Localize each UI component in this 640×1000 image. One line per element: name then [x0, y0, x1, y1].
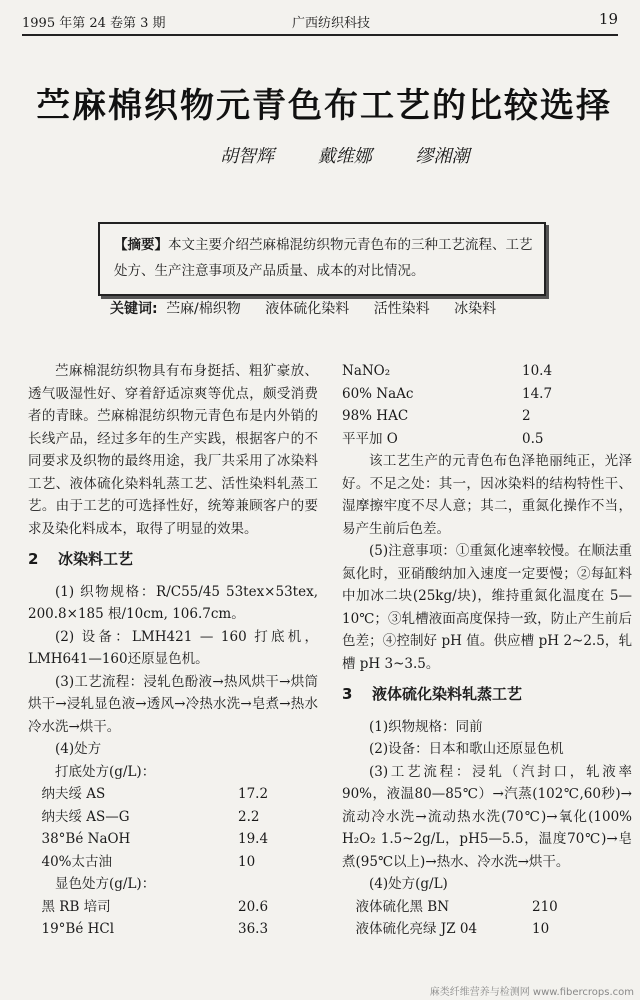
- ingredient-amount: 0.5: [522, 430, 544, 447]
- section-title: 液体硫化染料轧蒸工艺: [372, 685, 523, 703]
- ingredient-amount: 19.4: [238, 831, 269, 847]
- ingredient-amount: 210: [532, 898, 558, 915]
- section-number: 2: [28, 550, 39, 568]
- recipe-row: [28, 851, 318, 874]
- ingredient-amount: 2: [522, 408, 531, 424]
- recipe-row: [342, 918, 632, 941]
- abstract-label: 【摘要】: [114, 237, 168, 253]
- process-paragraph: (3)工艺流程：浸轧（汽封口，轧液率90%，液温80—85℃）→汽蒸(102℃,60秒)→流动冷水洗→流动热水洗(70℃)→氧化(100% H₂O₂ 1.5~2g/L，pH5—5.5，温度70℃)→皂煮(95℃以上)→热水、冷水洗→烘干。: [342, 763, 632, 870]
- equipment-paragraph: (2) 设备：LMH421 — 160 打底机，LMH641—160还原显色机。: [28, 628, 318, 667]
- recipe-row: [342, 360, 632, 383]
- equipment-paragraph: (2)设备：日本和歌山还原显色机: [369, 741, 564, 757]
- keyword: 冰染料: [454, 301, 497, 317]
- left-column: [28, 360, 318, 941]
- recipe-row: [342, 428, 632, 451]
- ingredient-amount: 10: [532, 921, 550, 937]
- recipe-row: [28, 828, 318, 851]
- ingredient-name: 19°Bé HCl: [41, 921, 115, 937]
- ingredient-name: 液体硫化亮绿 JZ 04: [355, 921, 478, 937]
- base-recipe-table: [28, 783, 318, 873]
- recipe-row: [342, 896, 632, 919]
- ingredient-amount: 10: [238, 853, 256, 870]
- intro-paragraph: 苎麻棉混纺织物具有布身挺括、粗犷豪放、透气吸湿性好、穿着舒适凉爽等优点，颇受消费者的青睐。苎麻棉混纺织物元青色布是内外销的长线产品，经过多年的生产实践，根据客户的不同要求及织物的最终用途，我厂共采用了冰染料工艺、液体硫化染料轧蒸工艺、活性染料轧蒸工艺。由于工艺的可选择性好，统筹兼顾客户的要求及染化料成本，取得了明显的效果。: [28, 363, 318, 537]
- recipe-heading: (4)处方: [55, 741, 102, 757]
- recipe-row: [28, 896, 318, 919]
- recipe-row: [342, 405, 632, 428]
- journal-name: 广西纺织科技: [292, 16, 371, 31]
- developing-recipe-label: 显色处方(g/L)：: [55, 876, 156, 892]
- ingredient-amount: 20.6: [238, 898, 269, 915]
- keywords-label: 关键词:: [110, 301, 158, 317]
- developing-recipe-table: [28, 896, 318, 941]
- abstract-text: 本文主要介绍苎麻棉混纺织物元青色布的三种工艺流程、工艺处方、生产注意事项及产品质量、成本的对比情况。: [114, 237, 533, 279]
- author-list: [220, 142, 507, 168]
- ingredient-name: 纳夫绥 AS: [41, 786, 106, 802]
- right-column: [342, 360, 632, 941]
- recipe-row: [28, 783, 318, 806]
- page-number: 19: [598, 10, 618, 28]
- recipe-row: [28, 806, 318, 829]
- evaluation-paragraph: 该工艺生产的元青色布色泽艳丽纯正，光泽好。不足之处：其一，因冰染料的结构特性干、湿摩擦牢度不尽人意；其二，重氮化操作不当，易产生前后色差。: [342, 453, 632, 537]
- notes-paragraph: (5)注意事项：①重氮化速率较慢。在顺法重氮化时，亚硝酸纳加入速度一定要慢；②每缸料中加冰二块(25kg/块)，维持重氮化温度在 5—10℃；③轧槽液面高度保持一致，防止产生前后色差；④控制好 pH 值。供应槽 pH 2~2.5，轧槽 pH 3~3.5。: [342, 543, 632, 672]
- section-number: 3: [342, 685, 353, 703]
- section-title: 冰染料工艺: [58, 550, 134, 568]
- author-name: 胡智辉: [220, 146, 274, 167]
- keyword: 苎麻/棉织物: [166, 301, 241, 317]
- article-title: 苎麻棉织物元青色布工艺的比较选择: [36, 86, 612, 126]
- ingredient-name: 60% NaAc: [342, 385, 414, 402]
- spec-paragraph: (1)织物规格：同前: [369, 718, 483, 735]
- ingredient-name: 40%太古油: [41, 853, 113, 870]
- keywords-line: [110, 298, 516, 318]
- site-watermark: 麻类纤维营养与检测网 www.fibercrops.com: [429, 987, 634, 998]
- ingredient-name: NaNO₂: [342, 363, 391, 379]
- author-name: 戴维娜: [317, 146, 372, 167]
- spec-paragraph: (1) 织物规格：R/C55/45 53tex×53tex, 200.8×185 根/10cm, 106.7cm。: [28, 583, 318, 622]
- recipe-row: [28, 918, 318, 941]
- keyword: 液体硫化染料: [265, 301, 350, 317]
- abstract-box: [98, 222, 546, 296]
- issue-info: 1995 年第 24 卷第 3 期: [22, 16, 166, 31]
- author-name: 缪湘潮: [415, 146, 470, 167]
- sulphur-recipe-table: [342, 896, 632, 941]
- diazo-recipe-table: [342, 360, 632, 450]
- ingredient-amount: 14.7: [522, 385, 553, 402]
- section-heading: [28, 548, 318, 571]
- recipe-row: [342, 383, 632, 406]
- ingredient-amount: 17.2: [238, 786, 269, 802]
- recipe-heading: (4)处方(g/L): [369, 876, 448, 892]
- running-header: [22, 8, 618, 36]
- process-paragraph: (3)工艺流程：浸轧色酚液→热风烘干→烘筒烘干→浸轧显色液→透风→冷热水洗→皂煮→热水冷水洗→烘干。: [28, 673, 318, 735]
- ingredient-amount: 36.3: [238, 921, 269, 937]
- section-heading: [342, 683, 632, 706]
- ingredient-name: 液体硫化黑 BN: [355, 898, 450, 915]
- ingredient-name: 黑 RB 培司: [41, 898, 111, 915]
- ingredient-name: 38°Bé NaOH: [41, 831, 131, 847]
- ingredient-amount: 10.4: [522, 363, 553, 379]
- ingredient-name: 98% HAC: [342, 408, 409, 424]
- ingredient-name: 平平加 O: [342, 430, 398, 447]
- ingredient-amount: 2.2: [238, 808, 260, 825]
- ingredient-name: 纳夫绥 AS—G: [41, 808, 130, 825]
- keyword: 活性染料: [373, 301, 430, 317]
- base-recipe-label: 打底处方(g/L)：: [55, 763, 156, 780]
